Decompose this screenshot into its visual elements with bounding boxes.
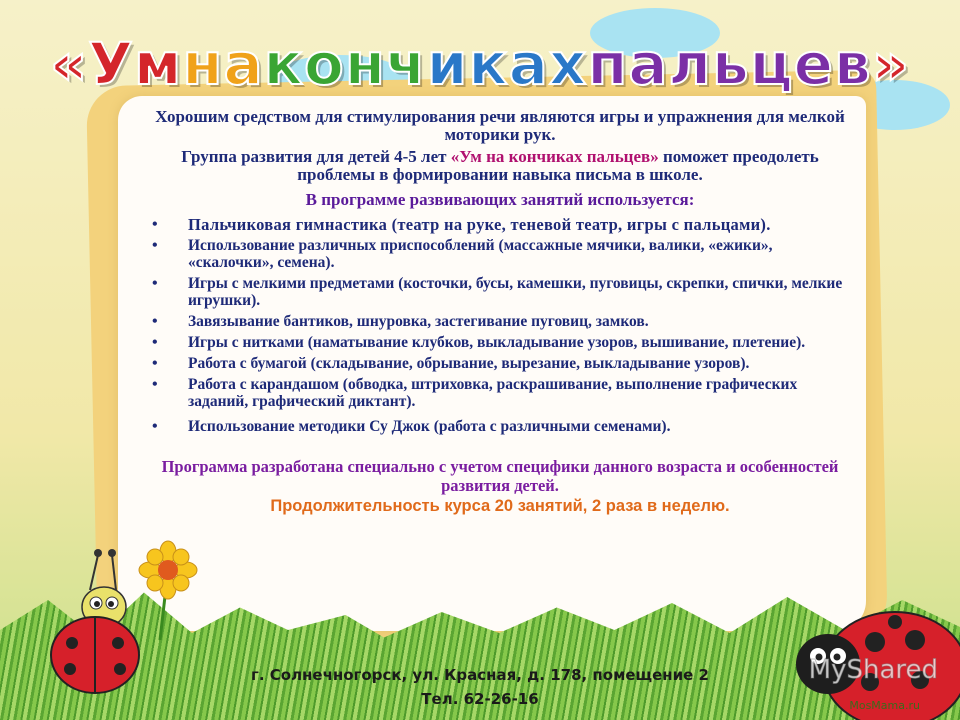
paragraph-2-part-1: Группа развития для детей 4-5 лет [181, 147, 451, 166]
flower-icon [138, 540, 198, 640]
watermark-site: MosMama.ru [849, 699, 920, 712]
list-item: • Использование различных приспособлений (массажные мячики, валики, «ежики», «скалочки», семена). [150, 237, 850, 271]
program-intro: В программе развивающих занятий используется: [305, 190, 695, 209]
title-word-3: конч [263, 30, 427, 98]
list-item: • Пальчиковая гимнастика (театр на руке, теневой театр, игры с пальцами). [150, 216, 850, 233]
title-word-5: пальцев [587, 30, 872, 98]
paragraph-2 [150, 148, 850, 184]
list-item: • Работа с карандашом (обводка, штриховка, раскрашивание, выполнение графических заданий, графический диктант). [150, 376, 850, 410]
paragraph-2-part-2: поможет преодолеть проблемы в формировании навыка письма в школе. [297, 147, 819, 184]
program-name: «Ум на кончиках пальцев» [450, 147, 659, 166]
list-item: • Использование методики Су Джок (работа с различными семенами). [150, 418, 850, 435]
paragraph-1: Хорошим средством для стимулирования речи являются игры и упражнения для мелкой моторики рук. [155, 107, 845, 144]
title-close-quote: » [871, 30, 911, 98]
list-item: • Игры с мелкими предметами (косточки, бусы, камешки, пуговицы, скрепки, спички, мелкие игрушки). [150, 275, 850, 309]
title-open-quote: « [49, 30, 89, 98]
list-item: • Завязывание бантиков, шнуровка, застегивание пуговиц, замков. [150, 313, 850, 330]
title-word-1: Ум [88, 30, 183, 98]
phone: Тел. 62-26-16 [421, 690, 539, 708]
list-item: • Игры с нитками (наматывание клубков, выкладывание узоров, вышивание, плетение). [150, 334, 850, 351]
course-duration: Продолжительность курса 20 занятий, 2 раза в неделю. [270, 497, 730, 515]
main-content [150, 108, 850, 516]
watermark-logo: MyShared [808, 655, 938, 685]
title-word-2: на [182, 30, 264, 98]
address: г. Солнечногорск, ул. Красная, д. 178, помещение 2 [251, 666, 709, 684]
list-item: • Работа с бумагой (складывание, обрывание, вырезание, выкладывание узоров). [150, 355, 850, 372]
title-word-4: иках [426, 30, 588, 98]
activity-list [150, 216, 850, 435]
program-description: Программа разработана специально с учетом специфики данного возраста и особенностей развития детей. [161, 457, 839, 495]
page-title [0, 30, 960, 98]
